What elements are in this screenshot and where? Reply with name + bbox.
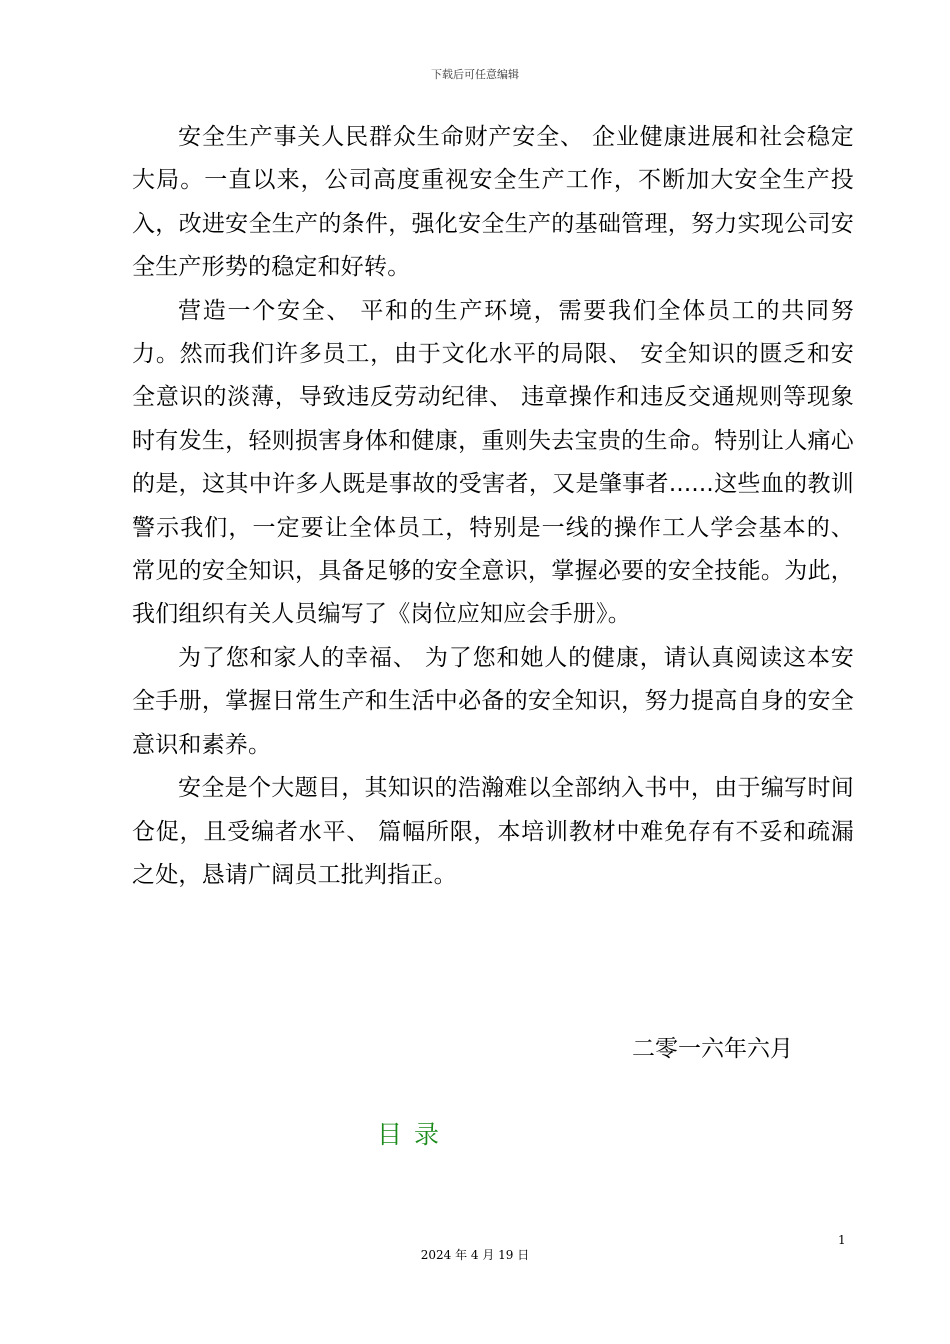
footer-date: 2024 年 4 月 19 日: [420, 1248, 530, 1262]
signature-date: 二零一六年六月: [632, 1036, 793, 1062]
paragraph-3: 为了您和家人的幸福、 为了您和她人的健康，请认真阅读这本安全手册，掌握日常生产和生活中必备的安全知识，努力提高自身的安全意识和素养。: [132, 644, 854, 758]
toc-title: 目录: [377, 1120, 452, 1149]
paragraph-1: 安全生产事关人民群众生命财产安全、 企业健康进展和社会稳定大局。一直以来，公司高度重视安全生产工作，不断加大安全生产投入，改进安全生产的条件，强化安全生产的基础管理，努力实现公司安全生产形势的稳定和好转。: [132, 124, 854, 281]
preface-body: [132, 116, 854, 897]
page-number: 1: [838, 1233, 846, 1247]
header-note: 下载后可任意编辑: [431, 68, 519, 81]
paragraph-4: 安全是个大题目，其知识的浩瀚难以全部纳入书中，由于编写时间仓促，且受编者水平、 篇幅所限，本培训教材中难免存有不妥和疏漏之处，恳请广阔员工批判指正。: [132, 775, 854, 888]
paragraph-2: 营造一个安全、 平和的生产环境，需要我们全体员工的共同努力。然而我们许多员工，由于文化水平的局限、 安全知识的匮乏和安全意识的淡薄，导致违反劳动纪律、 违章操作和违反交通规则等现象时有发生，轻则损害身体和健康，重则失去宝贵的生命。特别让人痛心的是，这其中许多人既是事故的受害者，又是肇事者......这些血的教训警示我们，一定要让全体员工，特别是一线的操作工人学会基本的、 常见的安全知识，具备足够的安全意识，掌握必要的安全技能。为此， 我们组织有关人员编写了《岗位应知应会手册》。: [132, 297, 854, 628]
